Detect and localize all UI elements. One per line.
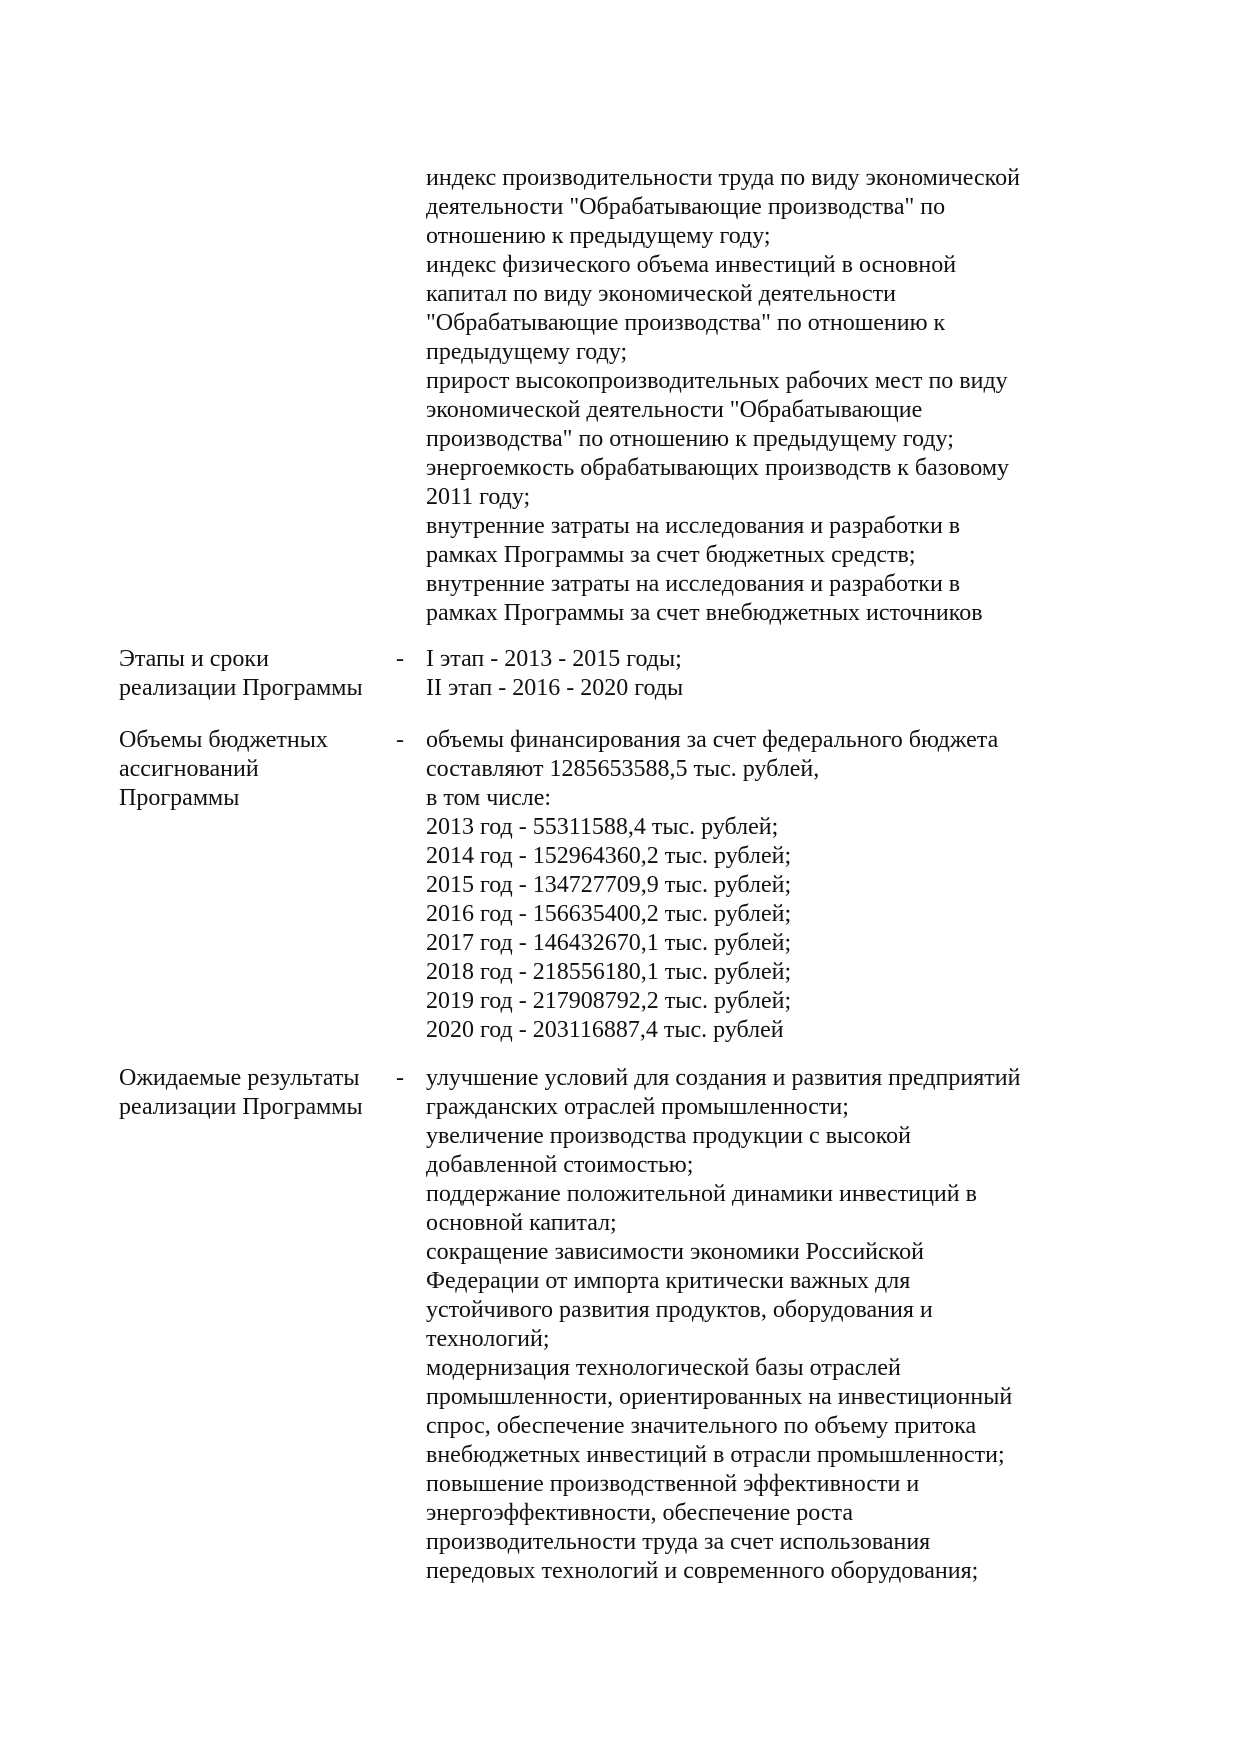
text-line: реализации Программы	[119, 1094, 363, 1120]
text-line: экономической деятельности "Обрабатывающие	[426, 397, 923, 423]
text-line: энергоэффективности, обеспечение роста	[426, 1500, 853, 1526]
text-line: 2016 год - 156635400,2 тыс. рублей;	[426, 901, 792, 927]
text-line: сокращение зависимости экономики Российской	[426, 1239, 924, 1265]
text-line: Федерации от импорта критически важных для	[426, 1268, 911, 1294]
text-line: внутренние затраты на исследования и разработки в	[426, 513, 961, 539]
text-line: добавленной стоимостью;	[426, 1152, 694, 1178]
text-line: индекс физического объема инвестиций в основной	[426, 252, 957, 278]
text-line: энергоемкость обрабатывающих производств к базовому	[426, 455, 1010, 481]
text-line: Объемы бюджетных	[119, 727, 328, 753]
text-line: I этап - 2013 - 2015 годы;	[426, 646, 682, 672]
text-line: реализации Программы	[119, 675, 363, 701]
text-line: 2018 год - 218556180,1 тыс. рублей;	[426, 959, 792, 985]
section-label	[119, 645, 389, 703]
text-line: 2017 год - 146432670,1 тыс. рублей;	[426, 930, 792, 956]
text-line: внутренние затраты на исследования и разработки в	[426, 571, 961, 597]
text-line: основной капитал;	[426, 1210, 617, 1236]
text-line: ассигнований	[119, 756, 259, 782]
text-line: Этапы и сроки	[119, 646, 269, 672]
text-line: отношению к предыдущему году;	[426, 223, 771, 249]
section-label	[119, 726, 389, 813]
text-line: 2011 году;	[426, 484, 531, 510]
text-line: 2014 год - 152964360,2 тыс. рублей;	[426, 843, 792, 869]
text-line: 2019 год - 217908792,2 тыс. рублей;	[426, 988, 792, 1014]
text-line: улучшение условий для создания и развития предприятий	[426, 1065, 1021, 1091]
text-line: производства" по отношению к предыдущему году;	[426, 426, 954, 452]
text-line: II этап - 2016 - 2020 годы	[426, 675, 684, 701]
text-line: модернизация технологической базы отраслей	[426, 1355, 901, 1381]
text-line: увеличение производства продукции с высокой	[426, 1123, 911, 1149]
text-line: гражданских отраслей промышленности;	[426, 1094, 849, 1120]
text-line: предыдущему году;	[426, 339, 628, 365]
separator-dash: -	[396, 646, 404, 672]
text-line: спрос, обеспечение значительного по объему притока	[426, 1413, 977, 1439]
text-line: 2020 год - 203116887,4 тыс. рублей	[426, 1017, 784, 1043]
section-value	[426, 645, 1146, 703]
text-line: передовых технологий и современного оборудования;	[426, 1558, 979, 1584]
separator-dash: -	[396, 727, 404, 753]
text-line: "Обрабатывающие производства" по отношению к	[426, 310, 946, 336]
text-line: Ожидаемые результаты	[119, 1065, 360, 1091]
text-line: технологий;	[426, 1326, 550, 1352]
indicators-list	[426, 164, 1146, 628]
text-line: деятельности "Обрабатывающие производства" по	[426, 194, 946, 220]
text-line: индекс производительности труда по виду экономической	[426, 165, 1020, 191]
section-value	[426, 726, 1146, 1045]
text-line: устойчивого развития продуктов, оборудования и	[426, 1297, 933, 1323]
text-line: 2013 год - 55311588,4 тыс. рублей;	[426, 814, 779, 840]
text-line: Программы	[119, 785, 240, 811]
text-line: составляют 1285653588,5 тыс. рублей,	[426, 756, 820, 782]
text-line: производительности труда за счет использования	[426, 1529, 931, 1555]
text-line: поддержание положительной динамики инвестиций в	[426, 1181, 977, 1207]
text-line: рамках Программы за счет внебюджетных источников	[426, 600, 983, 626]
text-line: промышленности, ориентированных на инвестиционный	[426, 1384, 1013, 1410]
text-line: прирост высокопроизводительных рабочих мест по виду	[426, 368, 1008, 394]
text-line: 2015 год - 134727709,9 тыс. рублей;	[426, 872, 792, 898]
text-line: рамках Программы за счет бюджетных средств;	[426, 542, 916, 568]
section-label	[119, 1064, 389, 1122]
text-line: внебюджетных инвестиций в отрасли промышленности;	[426, 1442, 1005, 1468]
text-line: объемы финансирования за счет федерального бюджета	[426, 727, 999, 753]
text-line: в том числе:	[426, 785, 552, 811]
text-line: капитал по виду экономической деятельности	[426, 281, 896, 307]
separator-dash: -	[396, 1065, 404, 1091]
section-value	[426, 1064, 1146, 1586]
text-line: повышение производственной эффективности и	[426, 1471, 920, 1497]
